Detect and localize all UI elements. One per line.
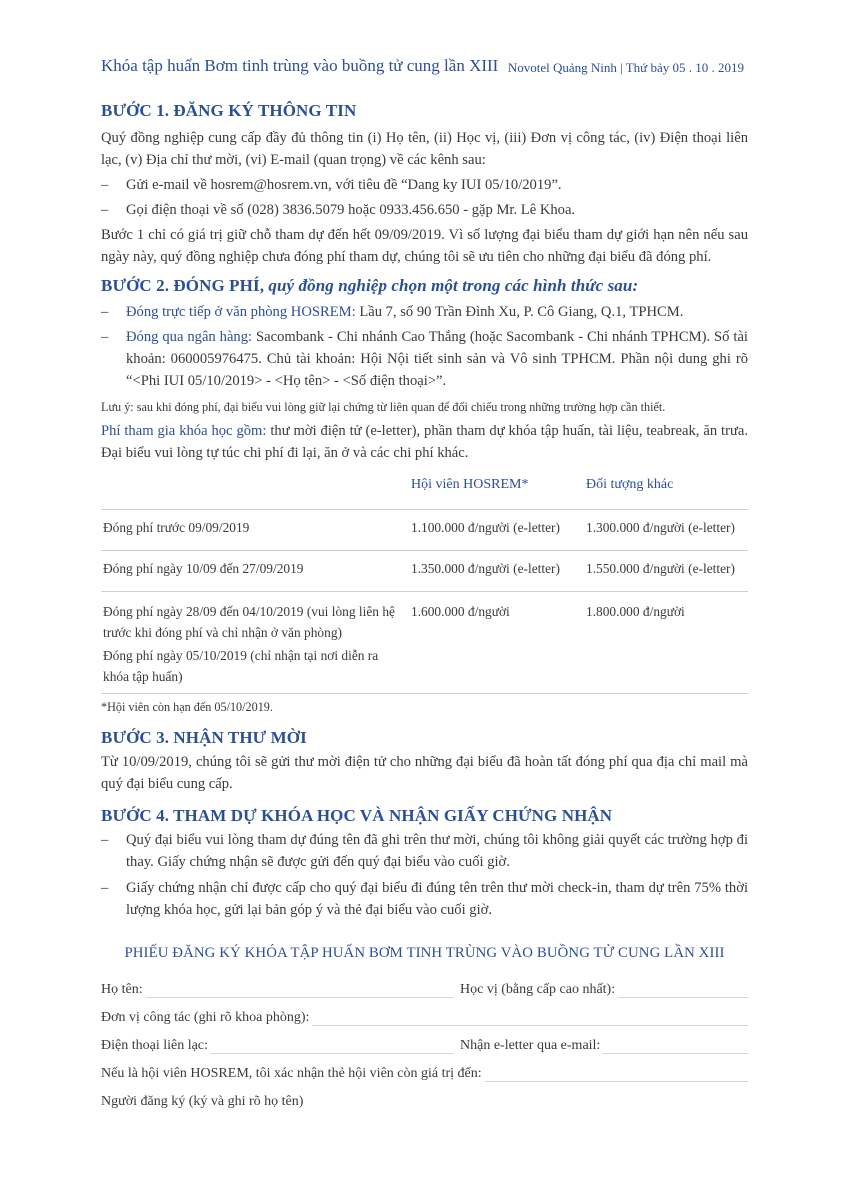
fee-row-other: 1.550.000 đ/người (e-letter) (586, 550, 748, 591)
membership-field[interactable] (101, 1066, 748, 1082)
step2-heading (101, 276, 748, 296)
step2-heading-main: BƯỚC 2. ĐÓNG PHÍ, (101, 276, 265, 295)
fee-row-label: Đóng phí trước 09/09/2019 (101, 509, 409, 550)
fee-table-empty-header (101, 477, 409, 509)
signer-field[interactable] (101, 1094, 303, 1110)
workplace-field[interactable] (101, 1010, 748, 1026)
fee-table-header-other: Đối tượng khác (586, 477, 674, 492)
fee-row-label: Đóng phí ngày 28/09 đến 04/10/2019 (vui lòng liên hệ trước khi đóng phí và chỉ nhận ở văn phòng) (103, 603, 395, 640)
name-field[interactable] (101, 982, 453, 998)
step3-heading: BƯỚC 3. NHẬN THƯ MỜI (101, 727, 307, 747)
fee-row-member: 1.600.000 đ/người (409, 591, 586, 693)
fee-row-member: 1.100.000 đ/người (e-letter) (409, 509, 586, 550)
step2-option-bank (101, 326, 748, 392)
fee-table-row (101, 509, 748, 550)
step2-fee-label: Phí tham gia khóa học gồm: (101, 423, 267, 439)
step2-option-bank-label: Đóng qua ngân hàng: (126, 329, 253, 345)
registration-form-title: PHIẾU ĐĂNG KÝ KHÓA TẬP HUẤN BƠM TINH TRÙNG VÀO BUỒNG TỬ CUNG LẦN XIII (124, 944, 725, 961)
step4-heading: BƯỚC 4. THAM DỰ KHÓA HỌC VÀ NHẬN GIẤY CHỨNG NHẬN (101, 805, 613, 825)
fee-table (101, 477, 748, 694)
signer-label: Người đăng ký (ký và ghi rõ họ tên) (101, 1093, 304, 1109)
step1-note: Bước 1 chỉ có giá trị giữ chỗ tham dự đến hết 09/09/2019. Vì số lượng đại biểu tham dự giới hạn nên nếu sau ngày này, quý đồng nghiệp chưa đóng phí tham dự, chúng tôi sẽ ưu tiên cho những đại biểu đã đóng phí. (101, 227, 748, 265)
document-header-venue-date: Novotel Quảng Ninh | Thứ bảy 05 . 10 . 2019 (507, 60, 744, 75)
step2-fee-text: thư mời điện tử (e-letter), phần tham dự khóa tập huấn, tài liệu, teabreak, ăn trưa. Đại biểu vui lòng tự túc chi phí đi lại, ăn ở và các chi phí khác. (101, 423, 748, 461)
step4-bullet-certificate: – Giấy chứng nhận chỉ được cấp cho quý đại biểu đi đúng tên trên thư mời check-in, tham dự trên 75% thời lượng khóa học, gửi lại bản góp ý và thẻ đại biểu vào cuối giờ. (101, 877, 748, 921)
fee-row-label-group (101, 591, 409, 693)
document-body (101, 101, 748, 1122)
degree-field[interactable] (460, 982, 748, 998)
email-label: Nhận e-letter qua e-mail: (460, 1037, 601, 1053)
fee-row-label-second: Đóng phí ngày 05/10/2019 (chỉ nhận tại nơi diễn ra khóa tập huấn) (103, 647, 379, 684)
name-label: Họ tên: (101, 981, 143, 997)
step2-heading-sub: quý đồng nghiệp chọn một trong các hình thức sau: (268, 276, 639, 295)
step1-intro: Quý đồng nghiệp cung cấp đầy đủ thông tin (i) Họ tên, (ii) Học vị, (iii) Đơn vị công tác, (iv) Điện thoại liên lạc, (v) Địa chỉ thư mời, (vi) E-mail (quan trọng) về các kênh sau: (101, 130, 748, 168)
step1-heading: BƯỚC 1. ĐĂNG KÝ THÔNG TIN (101, 101, 357, 120)
document-header-title: Khóa tập huấn Bơm tinh trùng vào buồng tử cung lần XIII (101, 56, 499, 75)
step2-option-bank-text: Sacombank - Chi nhánh Cao Thắng (hoặc Sacombank - Chi nhánh TPHCM). Số tài khoản: 060005976475. Chủ tài khoản: Hội Nội tiết sinh sản và Vô sinh TPHCM. Phần nội dung ghi rõ “<Phi IUI 05/10/2019> - <Họ tên> - <Số điện thoại>”. (126, 329, 748, 389)
step1-bullet-email: – Gửi e-mail về hosrem@hosrem.vn, với tiêu đề “Dang ky IUI 05/10/2019”. (101, 174, 748, 196)
workplace-label: Đơn vị công tác (ghi rõ khoa phòng): (101, 1009, 310, 1025)
step2-option-office-text: Lầu 7, số 90 Trần Đình Xu, P. Cô Giang, Q.1, TPHCM. (359, 304, 684, 320)
fee-row-other: 1.800.000 đ/người (586, 591, 748, 693)
membership-label: Nếu là hội viên HOSREM, tôi xác nhận thẻ hội viên còn giá trị đến: (101, 1065, 482, 1081)
step4-bullet-attendance: – Quý đại biểu vui lòng tham dự đúng tên đã ghi trên thư mời, chúng tôi không giải quyết các trường hợp đi thay. Giấy chứng nhận sẽ được gửi đến quý đại biểu vào cuối giờ. (101, 829, 748, 873)
step2-small-note: Lưu ý: sau khi đóng phí, đại biểu vui lòng giữ lại chứng từ liên quan để đối chiếu trong những trường hợp cần thiết. (101, 400, 666, 414)
step2-option-office (101, 301, 748, 323)
fee-table-row (101, 591, 748, 693)
phone-label: Điện thoại liên lạc: (101, 1037, 208, 1053)
registration-form (101, 982, 748, 1122)
fee-row-member: 1.350.000 đ/người (e-letter) (409, 550, 586, 591)
step3-text: Từ 10/09/2019, chúng tôi sẽ gửi thư mời điện tử cho những đại biểu đã hoàn tất đóng phí qua địa chỉ mail mà quý đại biểu cung cấp. (101, 753, 748, 792)
fee-row-other: 1.300.000 đ/người (e-letter) (586, 509, 748, 550)
email-field[interactable] (460, 1038, 748, 1054)
step2-option-office-label: Đóng trực tiếp ở văn phòng HOSREM: (126, 304, 356, 320)
fee-table-row (101, 550, 748, 591)
step1-bullet-phone: – Gọi điện thoại về số (028) 3836.5079 hoặc 0933.456.650 - gặp Mr. Lê Khoa. (101, 199, 748, 221)
fee-table-footnote: *Hội viên còn hạn đến 05/10/2019. (101, 699, 273, 714)
phone-field[interactable] (101, 1038, 453, 1054)
fee-table-header-member: Hội viên HOSREM* (411, 477, 529, 492)
step2-fee-description (101, 420, 748, 464)
degree-label: Học vị (bằng cấp cao nhất): (460, 981, 616, 997)
fee-row-label: Đóng phí ngày 10/09 đến 27/09/2019 (101, 550, 409, 591)
